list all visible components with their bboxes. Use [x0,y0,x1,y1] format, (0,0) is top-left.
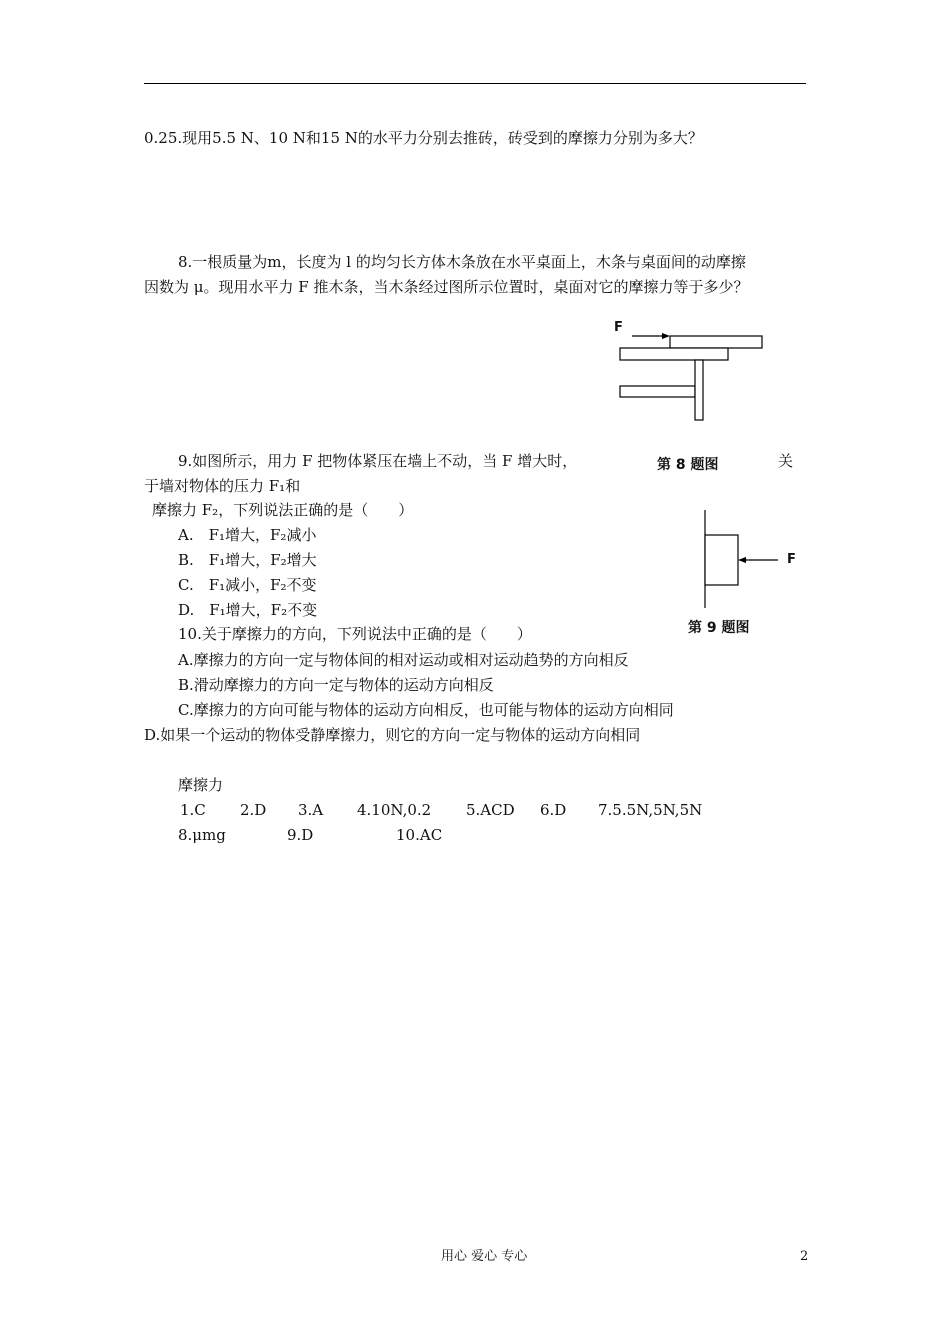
answer-5: 5.ACD [466,801,515,819]
answer-4: 4.10N,0.2 [357,801,432,819]
question-9-line-1-tail: 关 [778,452,794,470]
question-9-figure-caption: 第 9 题图 [688,620,750,636]
question-9-option-d: D. F₁增大，F₂不变 [178,601,318,619]
question-9-option-a: A. F₁增大，F₂减小 [178,526,317,544]
middle-plank [620,348,728,360]
question-9-option-b: B. F₁增大，F₂增大 [178,551,317,569]
question-8-line-1: 8.一根质量为m，长度为 l 的均匀长方体木条放在水平桌面上，木条与桌面间的动摩擦 [178,253,746,271]
table-leg [695,360,703,420]
top-plank [670,336,762,348]
question-8-line-2: 因数为 μ。现用水平力 F 推木条，当木条经过图所示位置时，桌面对它的摩擦力等于多少？ [144,278,749,296]
header-rule [144,83,806,84]
question-7-continuation: 0.25.现用5.5 N、10 N和15 N的水平力分别去推砖，砖受到的摩擦力分别为多大？ [144,129,703,147]
question-10-stem: 10.关于摩擦力的方向，下列说法中正确的是（ ） [178,625,532,643]
answer-2: 2.D [240,801,267,819]
answer-7: 7.5.5N,5N,5N [598,801,703,819]
question-8-figure-caption: 第 8 题图 [657,457,719,473]
answer-3: 3.A [298,801,324,819]
answer-9: 9.D [287,826,314,844]
question-8-force-label: F [614,320,623,335]
question-9-line-2: 于墙对物体的压力 F₁和 [144,477,301,495]
force-arrow-head [662,333,670,339]
answer-1: 1.C [180,801,206,819]
lower-plank [620,386,695,397]
question-10-option-d: D.如果一个运动的物体受静摩擦力，则它的方向一定与物体的运动方向相同 [144,726,641,744]
question-9-line-1: 9.如图所示，用力 F 把物体紧压在墙上不动，当 F 增大时， [178,452,578,470]
question-9-line-3: 摩擦力 F₂，下列说法正确的是（ ） [152,501,414,519]
footer-text: 用心 爱心 专心 [441,1249,528,1264]
question-10-option-a: A.摩擦力的方向一定与物体间的相对运动或相对运动趋势的方向相反 [178,651,629,669]
question-9-force-label: F [787,552,796,567]
question-10-option-b: B.滑动摩擦力的方向一定与物体的运动方向相反 [178,676,494,694]
answer-8: 8.μmg [178,826,226,844]
force-arrow-head [738,557,746,563]
answer-6: 6.D [540,801,567,819]
answers-title: 摩擦力 [178,776,224,794]
pressed-block [705,535,738,585]
question-10-option-c: C.摩擦力的方向可能与物体的运动方向相反，也可能与物体的运动方向相同 [178,701,674,719]
page-number: 2 [800,1249,809,1264]
answer-10: 10.AC [396,826,443,844]
question-9-option-c: C. F₁减小，F₂不变 [178,576,317,594]
